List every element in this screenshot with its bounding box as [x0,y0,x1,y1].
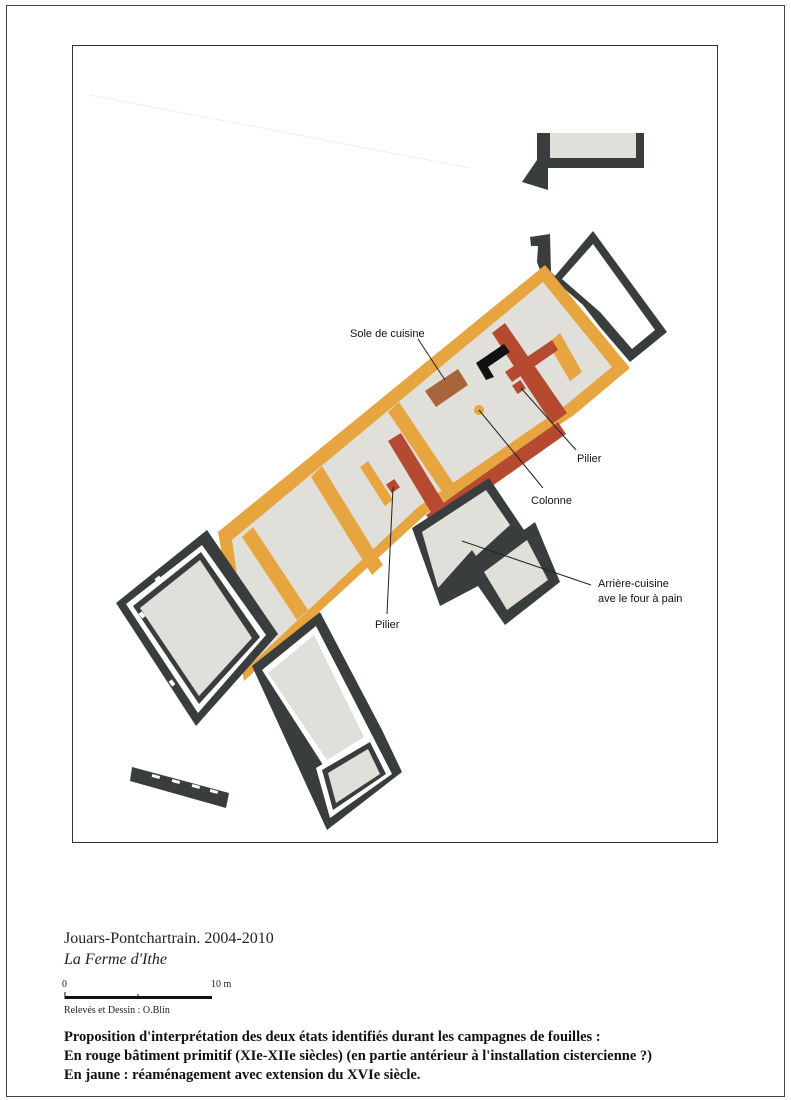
label-pilier-left: Pilier [375,619,400,631]
faint-line [90,95,470,168]
label-four-a-pain: ave le four à pain [598,593,683,605]
credits: Relevés et Dessin : O.Blin [64,1005,170,1016]
site-title: Jouars-Pontchartrain. 2004-2010 [64,930,274,947]
scale-end-label: 10 m [211,979,232,990]
caption [64,1028,779,1085]
label-sole-de-cuisine: Sole de cuisine [350,328,425,340]
caption-line-3: En jaune : réaménagement avec extension du XVIe siècle. [64,1067,421,1083]
label-colonne: Colonne [531,495,572,507]
label-pilier-right: Pilier [577,453,602,465]
scale-start-label: 0 [62,979,67,990]
north-annex-building [522,133,644,190]
label-arriere-cuisine: Arrière-cuisine [598,578,669,590]
scale-bar [60,976,260,1004]
caption-line-2: En rouge bâtiment primitif (XIe-XIIe siècles) (en partie antérieur à l'installation cistercienne ?) [64,1048,652,1064]
caption-line-1: Proposition d'interprétation des deux états identifiés durant les campagnes de fouilles : [64,1029,601,1045]
wall-fragment [130,767,229,808]
site-subtitle: La Ferme d'Ithe [64,951,167,968]
